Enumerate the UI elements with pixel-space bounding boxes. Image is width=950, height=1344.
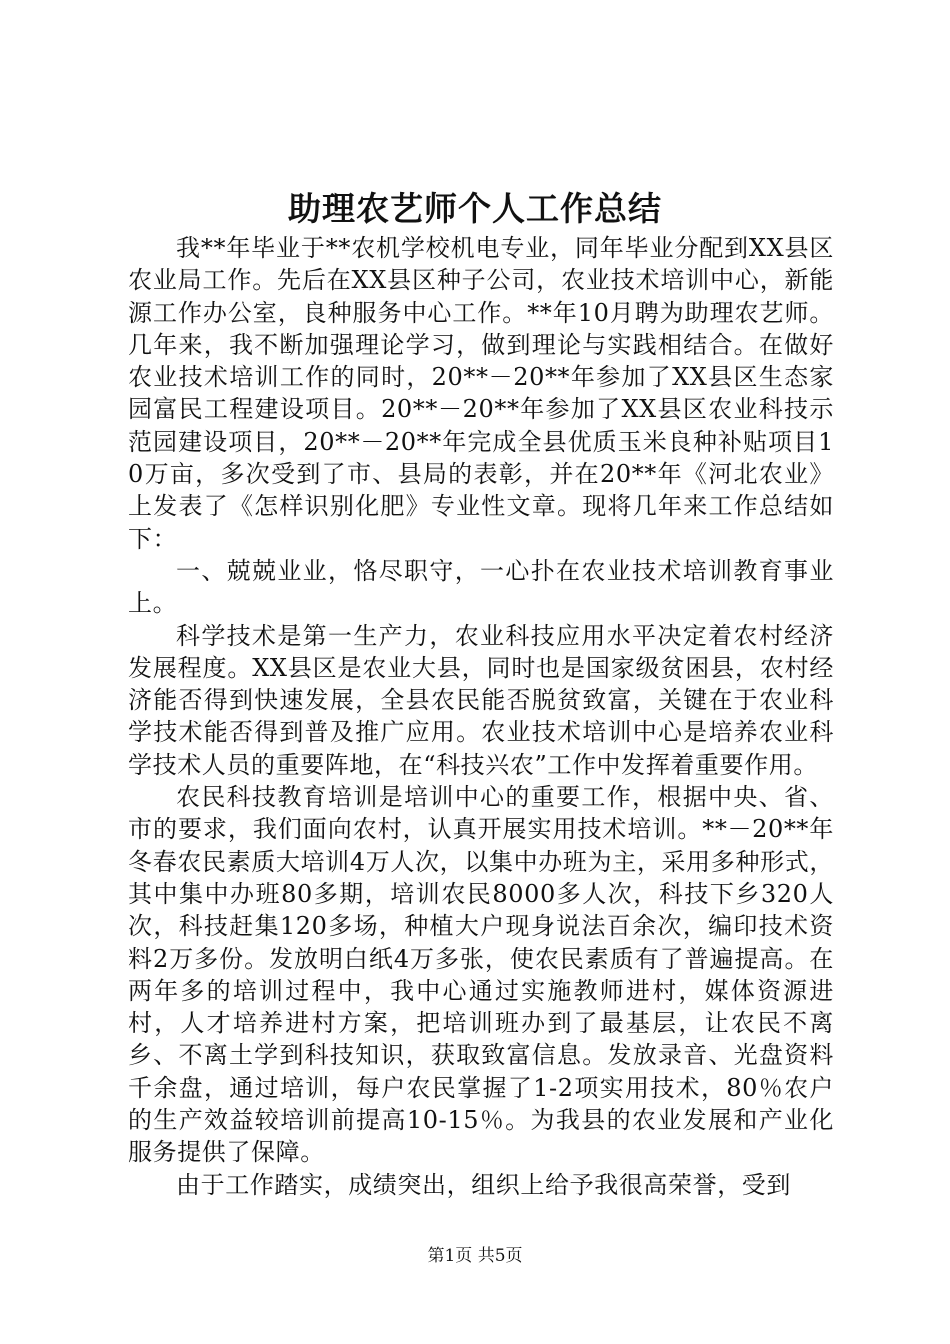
document-body — [128, 232, 834, 1201]
section-heading-1: 一、兢兢业业，恪尽职守，一心扑在农业技术培训教育事业上。 — [128, 556, 834, 618]
paragraph-honors: 由于工作踏实，成绩突出，组织上给予我很高荣誉，受到 — [176, 1170, 791, 1199]
paragraph-science: 科学技术是第一生产力，农业科技应用水平决定着农村经济发展程度。XX县区是农业大县，同时也是国家级贫困县，农村经济能否得到快速发展，全县农民能否脱贫致富，关键在于农业科学技术能否得到普及推广应用。农业技术培训中心是培养农业科学技术人员的重要阵地，在“科技兴农”工作中发挥着重要作用。 — [128, 621, 834, 779]
document-title: 助理农艺师个人工作总结 — [288, 189, 662, 228]
paragraph-intro: 我**年毕业于**农机学校机电专业，同年毕业分配到XX县区农业局工作。先后在XX县区种子公司，农业技术培训中心，新能源工作办公室，良种服务中心工作。**年10月聘为助理农艺师。几年来，我不断加强理论学习，做到理论与实践相结合。在做好农业技术培训工作的同时，20**－20**年参加了XX县区生态家园富民工程建设项目。20**－20**年参加了XX县区农业科技示范园建设项目，20**－20**年完成全县优质玉米良种补贴项目10万亩，多次受到了市、县局的表彰，并在20**年《河北农业》上发表了《怎样识别化肥》专业性文章。现将几年来工作总结如下： — [128, 234, 834, 553]
page-number: 第1页 共5页 — [427, 1246, 523, 1266]
paragraph-training: 农民科技教育培训是培训中心的重要工作，根据中央、省、市的要求，我们面向农村，认真开展实用技术培训。**－20**年冬春农民素质大培训4万人次，以集中办班为主，采用多种形式，其中集中办班80多期，培训农民8000多人次，科技下乡320人次，科技赶集120多场，种植大户现身说法百余次，编印技术资料2万多份。发放明白纸4万多张，使农民素质有了普遍提高。在两年多的培训过程中，我中心通过实施教师进村，媒体资源进村，人才培养进村方案，把培训班办到了最基层，让农民不离乡、不离土学到科技知识，获取致富信息。发放录音、光盘资料千余盘，通过培训，每户农民掌握了1-2项实用技术，80％农户的生产效益较培训前提高10-15％。为我县的农业发展和产业化服务提供了保障。 — [128, 783, 834, 1167]
